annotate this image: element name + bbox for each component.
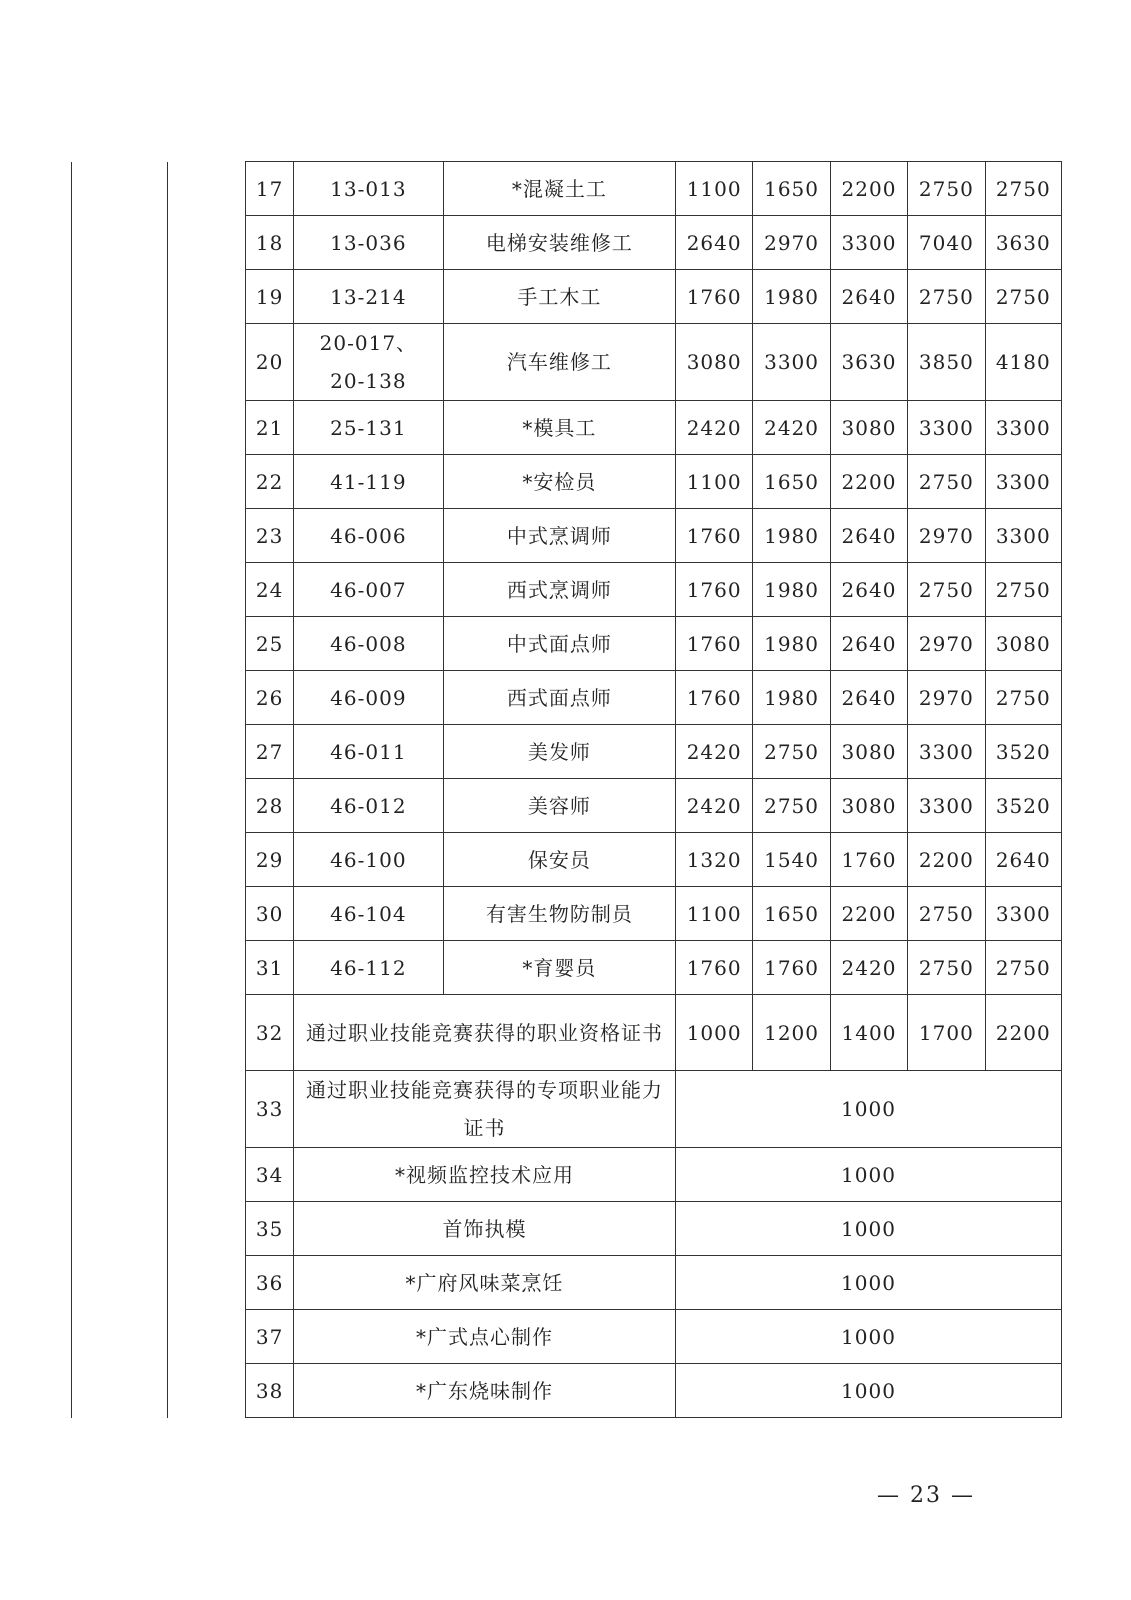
row-number: 37 bbox=[246, 1310, 294, 1364]
level-4-amount: 1980 bbox=[753, 617, 830, 671]
level-3-amount: 2200 bbox=[830, 455, 907, 509]
blank-category-cell bbox=[72, 162, 168, 1418]
level-3-amount: 2640 bbox=[830, 509, 907, 563]
level-1-amount: 2750 bbox=[985, 563, 1061, 617]
certificate-name: *广府风味菜烹饪 bbox=[294, 1256, 676, 1310]
occupation-code: 46-006 bbox=[294, 509, 444, 563]
occupation-code: 25-131 bbox=[294, 401, 444, 455]
level-3-amount: 3080 bbox=[830, 401, 907, 455]
occupation-name: 有害生物防制员 bbox=[443, 887, 675, 941]
level-2-amount: 3300 bbox=[908, 725, 985, 779]
level-3-amount: 2640 bbox=[830, 617, 907, 671]
level-5-amount: 1100 bbox=[675, 455, 752, 509]
level-1-amount: 3300 bbox=[985, 887, 1061, 941]
level-4-amount: 1980 bbox=[753, 563, 830, 617]
level-4-amount: 1760 bbox=[753, 941, 830, 995]
level-1-amount: 3300 bbox=[985, 509, 1061, 563]
row-number: 32 bbox=[246, 995, 294, 1071]
level-4-amount: 1650 bbox=[753, 455, 830, 509]
table-row bbox=[72, 162, 1062, 216]
level-1-amount: 4180 bbox=[985, 324, 1061, 401]
level-3-amount: 2640 bbox=[830, 671, 907, 725]
level-1-amount: 3520 bbox=[985, 725, 1061, 779]
occupation-code: 46-104 bbox=[294, 887, 444, 941]
certificate-name: *视频监控技术应用 bbox=[294, 1148, 676, 1202]
level-1-amount: 3300 bbox=[985, 455, 1061, 509]
row-number: 19 bbox=[246, 270, 294, 324]
level-4-amount: 1650 bbox=[753, 887, 830, 941]
level-5-amount: 3080 bbox=[675, 324, 752, 401]
level-4-amount: 2750 bbox=[753, 725, 830, 779]
occupation-name: *育婴员 bbox=[443, 941, 675, 995]
row-number: 36 bbox=[246, 1256, 294, 1310]
row-number: 24 bbox=[246, 563, 294, 617]
certificate-name: *广式点心制作 bbox=[294, 1310, 676, 1364]
row-number: 26 bbox=[246, 671, 294, 725]
level-1-amount: 3080 bbox=[985, 617, 1061, 671]
level-1-amount: 3520 bbox=[985, 779, 1061, 833]
level-5-amount: 2640 bbox=[675, 216, 752, 270]
level-4-amount: 1200 bbox=[753, 995, 830, 1071]
occupation-code: 46-011 bbox=[294, 725, 444, 779]
row-number: 22 bbox=[246, 455, 294, 509]
level-1-amount: 2750 bbox=[985, 162, 1061, 216]
level-5-amount: 2420 bbox=[675, 725, 752, 779]
level-2-amount: 3850 bbox=[908, 324, 985, 401]
level-3-amount: 2200 bbox=[830, 887, 907, 941]
occupation-name: *模具工 bbox=[443, 401, 675, 455]
occupation-name: 保安员 bbox=[443, 833, 675, 887]
level-2-amount: 2970 bbox=[908, 671, 985, 725]
row-number: 18 bbox=[246, 216, 294, 270]
level-1-amount: 3630 bbox=[985, 216, 1061, 270]
row-number: 20 bbox=[246, 324, 294, 401]
level-3-amount: 3080 bbox=[830, 725, 907, 779]
occupation-name: 美容师 bbox=[443, 779, 675, 833]
level-5-amount: 1100 bbox=[675, 887, 752, 941]
occupation-code: 46-009 bbox=[294, 671, 444, 725]
level-5-amount: 1760 bbox=[675, 617, 752, 671]
level-4-amount: 2750 bbox=[753, 779, 830, 833]
level-1-amount: 2640 bbox=[985, 833, 1061, 887]
occupation-name: 中式面点师 bbox=[443, 617, 675, 671]
level-2-amount: 2750 bbox=[908, 563, 985, 617]
occupation-code: 41-119 bbox=[294, 455, 444, 509]
level-4-amount: 2970 bbox=[753, 216, 830, 270]
level-5-amount: 1760 bbox=[675, 509, 752, 563]
certificate-name: *广东烧味制作 bbox=[294, 1364, 676, 1418]
level-1-amount: 2750 bbox=[985, 941, 1061, 995]
level-5-amount: 1760 bbox=[675, 563, 752, 617]
level-1-amount: 3300 bbox=[985, 401, 1061, 455]
row-number: 30 bbox=[246, 887, 294, 941]
level-2-amount: 2750 bbox=[908, 162, 985, 216]
occupation-code: 46-007 bbox=[294, 563, 444, 617]
occupation-name: 手工木工 bbox=[443, 270, 675, 324]
row-number: 17 bbox=[246, 162, 294, 216]
occupation-code: 46-112 bbox=[294, 941, 444, 995]
level-1-amount: 2750 bbox=[985, 270, 1061, 324]
level-4-amount: 1980 bbox=[753, 270, 830, 324]
flat-amount: 1000 bbox=[675, 1148, 1061, 1202]
level-5-amount: 1760 bbox=[675, 671, 752, 725]
level-5-amount: 1100 bbox=[675, 162, 752, 216]
flat-amount: 1000 bbox=[675, 1364, 1061, 1418]
level-2-amount: 2750 bbox=[908, 941, 985, 995]
flat-amount: 1000 bbox=[675, 1310, 1061, 1364]
row-number: 28 bbox=[246, 779, 294, 833]
level-5-amount: 1320 bbox=[675, 833, 752, 887]
level-1-amount: 2750 bbox=[985, 671, 1061, 725]
level-2-amount: 2970 bbox=[908, 509, 985, 563]
occupation-code: 46-012 bbox=[294, 779, 444, 833]
row-number: 38 bbox=[246, 1364, 294, 1418]
flat-amount: 1000 bbox=[675, 1071, 1061, 1148]
level-5-amount: 1760 bbox=[675, 941, 752, 995]
level-4-amount: 1650 bbox=[753, 162, 830, 216]
row-number: 27 bbox=[246, 725, 294, 779]
certificate-name: 通过职业技能竞赛获得的职业资格证书 bbox=[294, 995, 676, 1071]
occupation-code: 46-008 bbox=[294, 617, 444, 671]
level-3-amount: 2640 bbox=[830, 563, 907, 617]
occupation-name: 中式烹调师 bbox=[443, 509, 675, 563]
level-4-amount: 1980 bbox=[753, 509, 830, 563]
level-2-amount: 2750 bbox=[908, 455, 985, 509]
level-4-amount: 1540 bbox=[753, 833, 830, 887]
level-2-amount: 2750 bbox=[908, 270, 985, 324]
blank-subcategory-cell bbox=[167, 162, 245, 1418]
row-number: 25 bbox=[246, 617, 294, 671]
occupation-name: 汽车维修工 bbox=[443, 324, 675, 401]
level-3-amount: 2420 bbox=[830, 941, 907, 995]
level-2-amount: 3300 bbox=[908, 401, 985, 455]
row-number: 35 bbox=[246, 1202, 294, 1256]
level-2-amount: 2970 bbox=[908, 617, 985, 671]
level-4-amount: 2420 bbox=[753, 401, 830, 455]
occupation-name: *混凝土工 bbox=[443, 162, 675, 216]
occupation-code: 13-013 bbox=[294, 162, 444, 216]
occupation-code: 13-214 bbox=[294, 270, 444, 324]
level-2-amount: 7040 bbox=[908, 216, 985, 270]
level-3-amount: 3630 bbox=[830, 324, 907, 401]
occupation-name: 西式烹调师 bbox=[443, 563, 675, 617]
level-5-amount: 1000 bbox=[675, 995, 752, 1071]
level-1-amount: 2200 bbox=[985, 995, 1061, 1071]
level-5-amount: 1760 bbox=[675, 270, 752, 324]
flat-amount: 1000 bbox=[675, 1256, 1061, 1310]
occupation-name: *安检员 bbox=[443, 455, 675, 509]
level-4-amount: 3300 bbox=[753, 324, 830, 401]
level-5-amount: 2420 bbox=[675, 779, 752, 833]
level-3-amount: 3080 bbox=[830, 779, 907, 833]
level-2-amount: 2200 bbox=[908, 833, 985, 887]
level-3-amount: 2200 bbox=[830, 162, 907, 216]
subsidy-table bbox=[71, 161, 1062, 1418]
row-number: 21 bbox=[246, 401, 294, 455]
row-number: 23 bbox=[246, 509, 294, 563]
row-number: 29 bbox=[246, 833, 294, 887]
flat-amount: 1000 bbox=[675, 1202, 1061, 1256]
level-3-amount: 1760 bbox=[830, 833, 907, 887]
occupation-code: 13-036 bbox=[294, 216, 444, 270]
occupation-name: 西式面点师 bbox=[443, 671, 675, 725]
row-number: 33 bbox=[246, 1071, 294, 1148]
certificate-name: 通过职业技能竞赛获得的专项职业能力证书 bbox=[294, 1071, 676, 1148]
level-5-amount: 2420 bbox=[675, 401, 752, 455]
occupation-code: 20-017、 20-138 bbox=[294, 324, 444, 401]
occupation-name: 美发师 bbox=[443, 725, 675, 779]
level-2-amount: 2750 bbox=[908, 887, 985, 941]
certificate-name: 首饰执模 bbox=[294, 1202, 676, 1256]
level-4-amount: 1980 bbox=[753, 671, 830, 725]
row-number: 34 bbox=[246, 1148, 294, 1202]
row-number: 31 bbox=[246, 941, 294, 995]
level-3-amount: 1400 bbox=[830, 995, 907, 1071]
occupation-name: 电梯安装维修工 bbox=[443, 216, 675, 270]
level-3-amount: 2640 bbox=[830, 270, 907, 324]
page-number: — 23 — bbox=[877, 1483, 975, 1508]
level-2-amount: 3300 bbox=[908, 779, 985, 833]
occupation-code: 46-100 bbox=[294, 833, 444, 887]
level-3-amount: 3300 bbox=[830, 216, 907, 270]
level-2-amount: 1700 bbox=[908, 995, 985, 1071]
